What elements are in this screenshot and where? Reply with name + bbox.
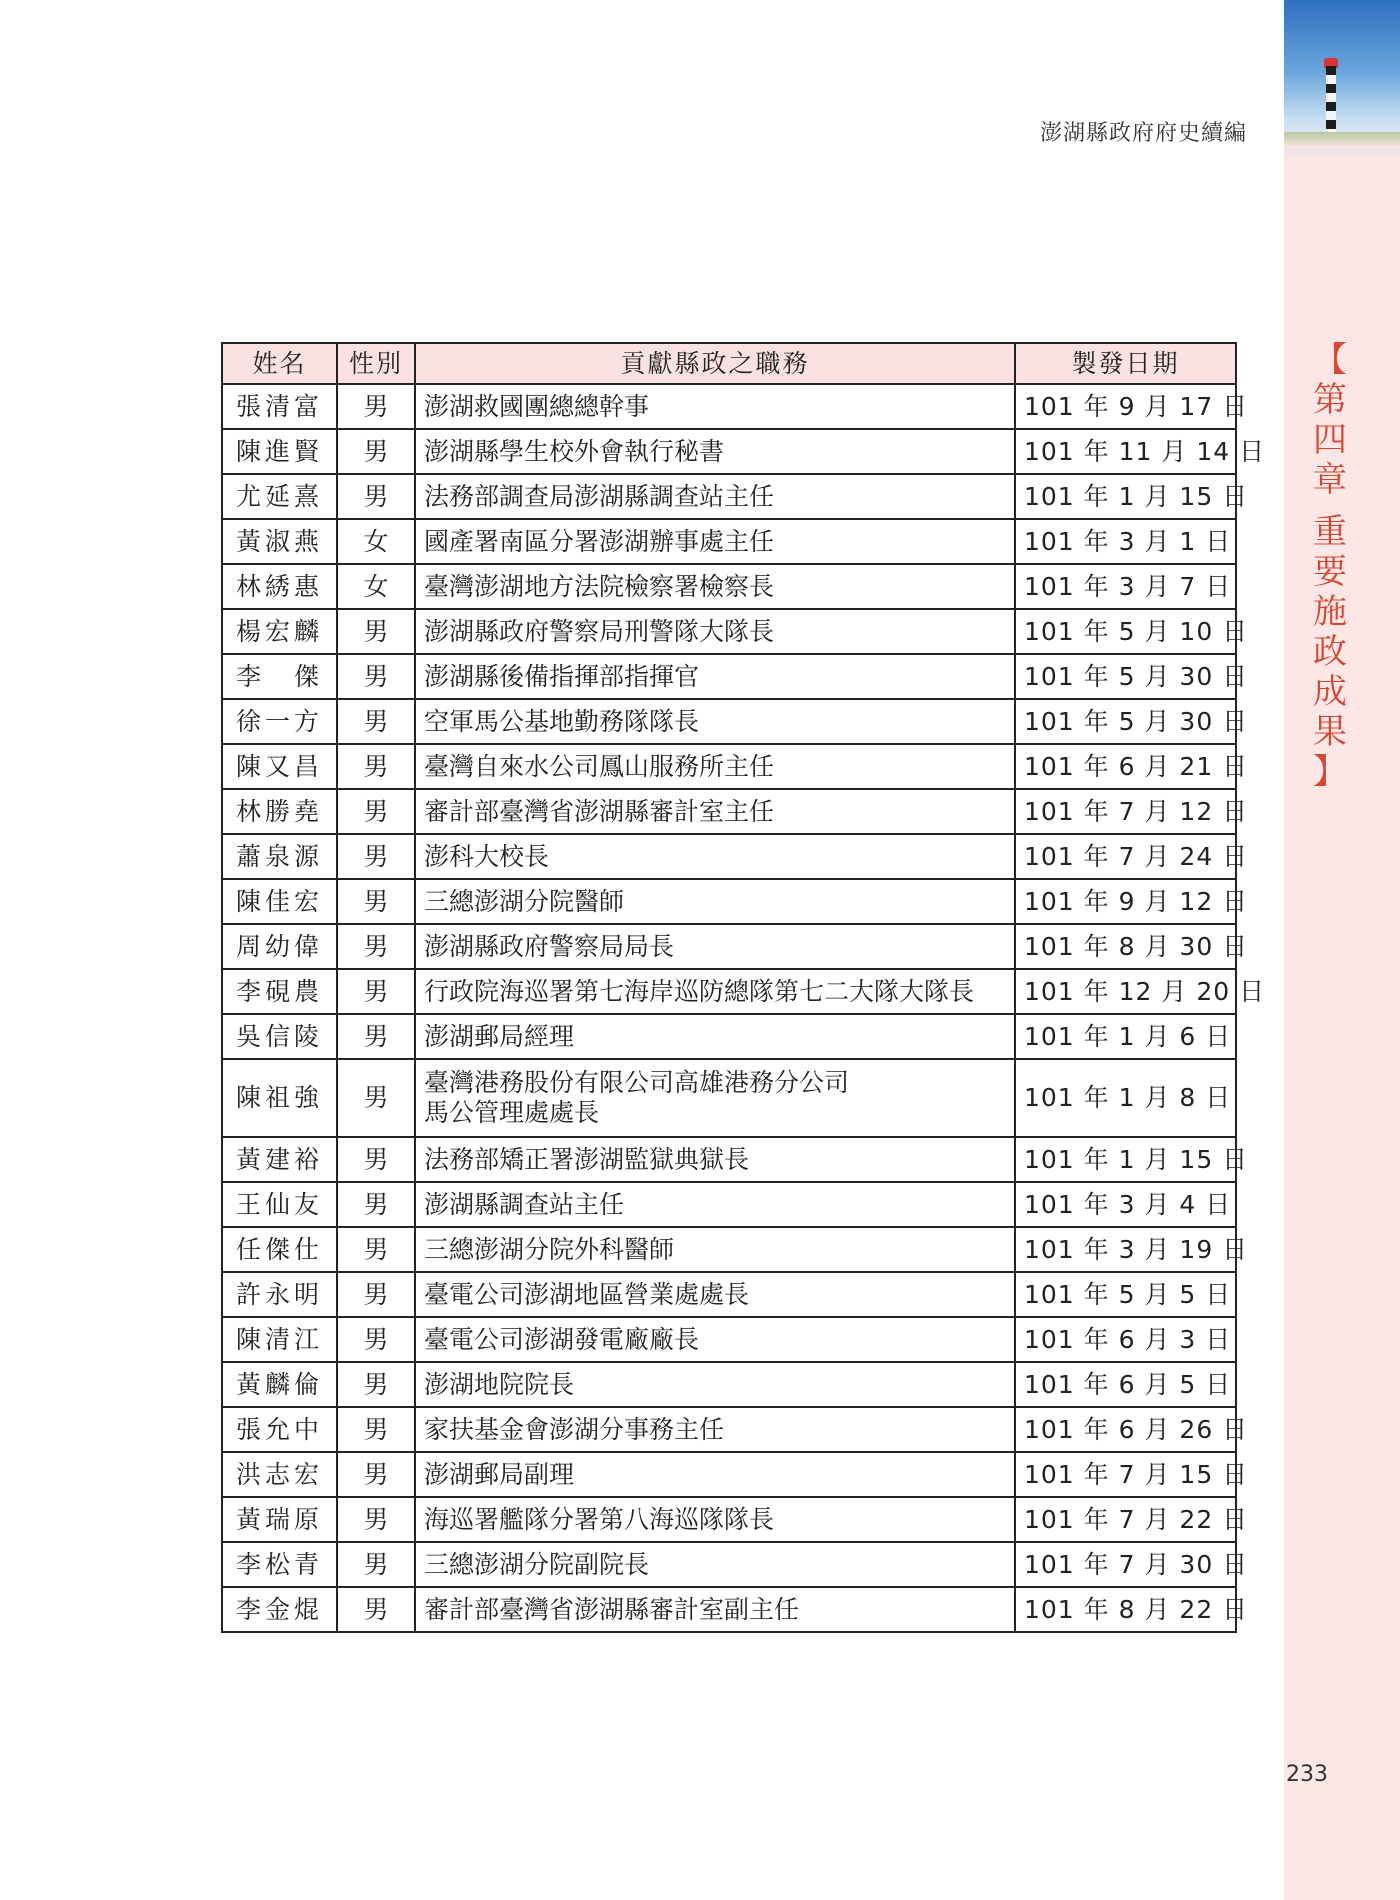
chapter-char: 】	[1313, 752, 1347, 792]
duty-line: 澎湖郵局經理	[424, 1021, 575, 1051]
cell-date: 101 年 3 月 1 日	[1015, 519, 1236, 564]
cell-name: 林勝堯	[222, 789, 337, 834]
cell-name: 黃淑燕	[222, 519, 337, 564]
duty-line: 審計部臺灣省澎湖縣審計室副主任	[424, 1594, 800, 1624]
cell-gender: 男	[337, 1137, 415, 1182]
cell-duty	[415, 1362, 1015, 1407]
cell-name: 陳又昌	[222, 744, 337, 789]
chapter-char: 章	[1313, 460, 1347, 500]
cell-date: 101 年 1 月 15 日	[1015, 474, 1236, 519]
cell-date: 101 年 6 月 5 日	[1015, 1362, 1236, 1407]
duty-line: 馬公管理處處長	[424, 1098, 600, 1127]
cell-date: 101 年 3 月 7 日	[1015, 564, 1236, 609]
lighthouse-photo	[1284, 0, 1400, 160]
duty-line: 澎湖地院院長	[424, 1369, 575, 1399]
duty-line: 三總澎湖分院副院長	[424, 1549, 650, 1579]
cell-name: 洪志宏	[222, 1452, 337, 1497]
cell-duty	[415, 564, 1015, 609]
table-row	[222, 789, 1236, 834]
cell-gender: 男	[337, 654, 415, 699]
running-header-title: 澎湖縣政府府史續編	[1040, 121, 1248, 146]
duty-line: 澎湖縣政府警察局刑警隊大隊長	[424, 616, 775, 646]
cell-name: 張清富	[222, 384, 337, 429]
cell-gender: 男	[337, 1407, 415, 1452]
table-row	[222, 1497, 1236, 1542]
lighthouse-tower	[1326, 66, 1336, 136]
table-row	[222, 924, 1236, 969]
cell-name: 林綉惠	[222, 564, 337, 609]
cell-gender: 男	[337, 609, 415, 654]
cell-name: 尤延熹	[222, 474, 337, 519]
cell-name: 陳祖強	[222, 1059, 337, 1137]
cell-date: 101 年 7 月 30 日	[1015, 1542, 1236, 1587]
duty-line: 行政院海巡署第七海岸巡防總隊第七二大隊大隊長	[424, 976, 975, 1006]
table-row	[222, 564, 1236, 609]
chapter-char: 成	[1313, 672, 1347, 712]
duty-line: 澎湖救國團總總幹事	[424, 391, 650, 421]
header-gender: 性別	[337, 343, 415, 384]
table-row	[222, 474, 1236, 519]
cell-gender: 男	[337, 1014, 415, 1059]
cell-name: 李硯農	[222, 969, 337, 1014]
cell-gender: 男	[337, 1272, 415, 1317]
cell-name: 任傑仕	[222, 1227, 337, 1272]
cell-name: 許永明	[222, 1272, 337, 1317]
header-date: 製發日期	[1015, 343, 1236, 384]
cell-gender: 男	[337, 1452, 415, 1497]
chapter-char: 第	[1313, 380, 1347, 420]
table-row	[222, 519, 1236, 564]
cell-name: 黃麟倫	[222, 1362, 337, 1407]
cell-duty	[415, 429, 1015, 474]
duty-line: 家扶基金會澎湖分事務主任	[424, 1414, 725, 1444]
chapter-title-vertical	[1310, 340, 1350, 792]
cell-gender: 男	[337, 1497, 415, 1542]
cell-date: 101 年 5 月 10 日	[1015, 609, 1236, 654]
cell-date: 101 年 8 月 30 日	[1015, 924, 1236, 969]
table-row	[222, 1362, 1236, 1407]
cell-duty	[415, 879, 1015, 924]
cell-duty	[415, 789, 1015, 834]
cell-gender: 男	[337, 1182, 415, 1227]
duty-line: 臺灣港務股份有限公司高雄港務分公司	[424, 1068, 850, 1097]
duty-line: 臺電公司澎湖地區營業處處長	[424, 1279, 750, 1309]
duty-line: 澎科大校長	[424, 841, 550, 871]
table-row	[222, 1272, 1236, 1317]
table-row	[222, 1587, 1236, 1632]
duty-line: 澎湖縣後備指揮部指揮官	[424, 661, 700, 691]
duty-line: 國產署南區分署澎湖辦事處主任	[424, 526, 775, 556]
cell-name: 陳進賢	[222, 429, 337, 474]
cell-name: 李松青	[222, 1542, 337, 1587]
table-row	[222, 1407, 1236, 1452]
cell-duty	[415, 834, 1015, 879]
cell-gender: 男	[337, 969, 415, 1014]
cell-date: 101 年 9 月 17 日	[1015, 384, 1236, 429]
duty-line: 海巡署艦隊分署第八海巡隊隊長	[424, 1504, 775, 1534]
duty-line: 空軍馬公基地勤務隊隊長	[424, 706, 700, 736]
cell-duty	[415, 1587, 1015, 1632]
header-name: 姓名	[222, 343, 337, 384]
cell-duty	[415, 609, 1015, 654]
cell-name: 吳信陵	[222, 1014, 337, 1059]
cell-date: 101 年 7 月 22 日	[1015, 1497, 1236, 1542]
duty-line: 澎湖縣調查站主任	[424, 1189, 625, 1219]
cell-gender: 男	[337, 384, 415, 429]
duty-line: 澎湖縣學生校外會執行秘書	[424, 436, 725, 466]
duty-line: 臺電公司澎湖發電廠廠長	[424, 1324, 700, 1354]
duty-line: 臺灣澎湖地方法院檢察署檢察長	[424, 571, 775, 601]
cell-gender: 男	[337, 834, 415, 879]
table-row	[222, 969, 1236, 1014]
cell-duty	[415, 1014, 1015, 1059]
cell-gender: 男	[337, 1542, 415, 1587]
cell-date: 101 年 3 月 4 日	[1015, 1182, 1236, 1227]
cell-name: 李 傑	[222, 654, 337, 699]
table-row	[222, 1227, 1236, 1272]
chapter-char: 施	[1313, 592, 1347, 632]
cell-name: 黃建裕	[222, 1137, 337, 1182]
chapter-char: 四	[1313, 420, 1347, 460]
table-row	[222, 699, 1236, 744]
cell-gender: 男	[337, 429, 415, 474]
cell-date: 101 年 7 月 24 日	[1015, 834, 1236, 879]
cell-date: 101 年 1 月 8 日	[1015, 1059, 1236, 1137]
cell-duty	[415, 699, 1015, 744]
cell-gender: 男	[337, 924, 415, 969]
chapter-char: 果	[1313, 712, 1347, 752]
cell-date: 101 年 5 月 5 日	[1015, 1272, 1236, 1317]
cell-gender: 男	[337, 879, 415, 924]
cell-date: 101 年 8 月 22 日	[1015, 1587, 1236, 1632]
lighthouse-ground	[1284, 132, 1400, 148]
cell-name: 王仙友	[222, 1182, 337, 1227]
cell-date: 101 年 5 月 30 日	[1015, 699, 1236, 744]
cell-duty	[415, 1497, 1015, 1542]
cell-name: 徐一方	[222, 699, 337, 744]
table-row	[222, 1182, 1236, 1227]
cell-duty	[415, 384, 1015, 429]
cell-duty	[415, 1407, 1015, 1452]
cell-gender: 男	[337, 474, 415, 519]
header-duty: 貢獻縣政之職務	[415, 343, 1015, 384]
duty-line: 三總澎湖分院醫師	[424, 886, 625, 916]
cell-gender: 男	[337, 1059, 415, 1137]
cell-date: 101 年 12 月 20 日	[1015, 969, 1236, 1014]
cell-gender: 男	[337, 789, 415, 834]
cell-duty	[415, 1272, 1015, 1317]
cell-duty	[415, 1542, 1015, 1587]
cell-duty	[415, 1227, 1015, 1272]
cell-date: 101 年 6 月 3 日	[1015, 1317, 1236, 1362]
cell-date: 101 年 3 月 19 日	[1015, 1227, 1236, 1272]
cell-duty	[415, 1452, 1015, 1497]
table-row	[222, 834, 1236, 879]
cell-date: 101 年 7 月 15 日	[1015, 1452, 1236, 1497]
cell-duty	[415, 519, 1015, 564]
duty-line: 三總澎湖分院外科醫師	[424, 1234, 675, 1264]
chapter-char: 要	[1313, 552, 1347, 592]
cell-gender: 男	[337, 1227, 415, 1272]
cell-name: 黃瑞原	[222, 1497, 337, 1542]
cell-name: 楊宏麟	[222, 609, 337, 654]
cell-gender: 男	[337, 699, 415, 744]
duty-line: 法務部調查局澎湖縣調查站主任	[424, 481, 775, 511]
cell-gender: 男	[337, 1587, 415, 1632]
cell-name: 張允中	[222, 1407, 337, 1452]
honor-roster-table	[221, 342, 1266, 1633]
duty-line: 法務部矯正署澎湖監獄典獄長	[424, 1144, 750, 1174]
table-row	[222, 1059, 1236, 1137]
table-row	[222, 654, 1236, 699]
chapter-side-strip	[1284, 0, 1400, 1900]
cell-name: 蕭泉源	[222, 834, 337, 879]
table-row	[222, 384, 1236, 429]
table-row	[222, 1542, 1236, 1587]
cell-name: 周幼偉	[222, 924, 337, 969]
chapter-char: 重	[1313, 512, 1347, 552]
cell-name: 陳清江	[222, 1317, 337, 1362]
chapter-char: 【	[1313, 340, 1347, 380]
cell-gender: 女	[337, 564, 415, 609]
cell-date: 101 年 6 月 26 日	[1015, 1407, 1236, 1452]
cell-duty	[415, 1059, 1015, 1137]
cell-name: 李金焜	[222, 1587, 337, 1632]
cell-gender: 男	[337, 744, 415, 789]
cell-date: 101 年 6 月 21 日	[1015, 744, 1236, 789]
cell-gender: 女	[337, 519, 415, 564]
cell-date: 101 年 9 月 12 日	[1015, 879, 1236, 924]
chapter-char: 政	[1313, 632, 1347, 672]
cell-gender: 男	[337, 1362, 415, 1407]
duty-line: 澎湖縣政府警察局局長	[424, 931, 675, 961]
cell-date: 101 年 11 月 14 日	[1015, 429, 1236, 474]
table-header-row	[222, 343, 1236, 384]
cell-date: 101 年 1 月 15 日	[1015, 1137, 1236, 1182]
cell-name: 陳佳宏	[222, 879, 337, 924]
cell-duty	[415, 744, 1015, 789]
duty-line: 審計部臺灣省澎湖縣審計室主任	[424, 796, 775, 826]
cell-date: 101 年 7 月 12 日	[1015, 789, 1236, 834]
table-row	[222, 609, 1236, 654]
cell-gender: 男	[337, 1317, 415, 1362]
cell-duty	[415, 969, 1015, 1014]
table-row	[222, 1452, 1236, 1497]
cell-duty	[415, 924, 1015, 969]
cell-duty	[415, 474, 1015, 519]
duty-line: 澎湖郵局副理	[424, 1459, 575, 1489]
table-row	[222, 1014, 1236, 1059]
cell-date: 101 年 5 月 30 日	[1015, 654, 1236, 699]
page-number: 233	[1286, 1762, 1328, 1787]
duty-line: 臺灣自來水公司鳳山服務所主任	[424, 751, 775, 781]
cell-duty	[415, 1137, 1015, 1182]
cell-duty	[415, 1317, 1015, 1362]
table-row	[222, 744, 1236, 789]
table-row	[222, 429, 1236, 474]
chapter-gap	[1310, 500, 1350, 512]
cell-duty	[415, 1182, 1015, 1227]
table-row	[222, 1137, 1236, 1182]
cell-duty	[415, 654, 1015, 699]
table-row	[222, 879, 1236, 924]
table-row	[222, 1317, 1236, 1362]
cell-date: 101 年 1 月 6 日	[1015, 1014, 1236, 1059]
